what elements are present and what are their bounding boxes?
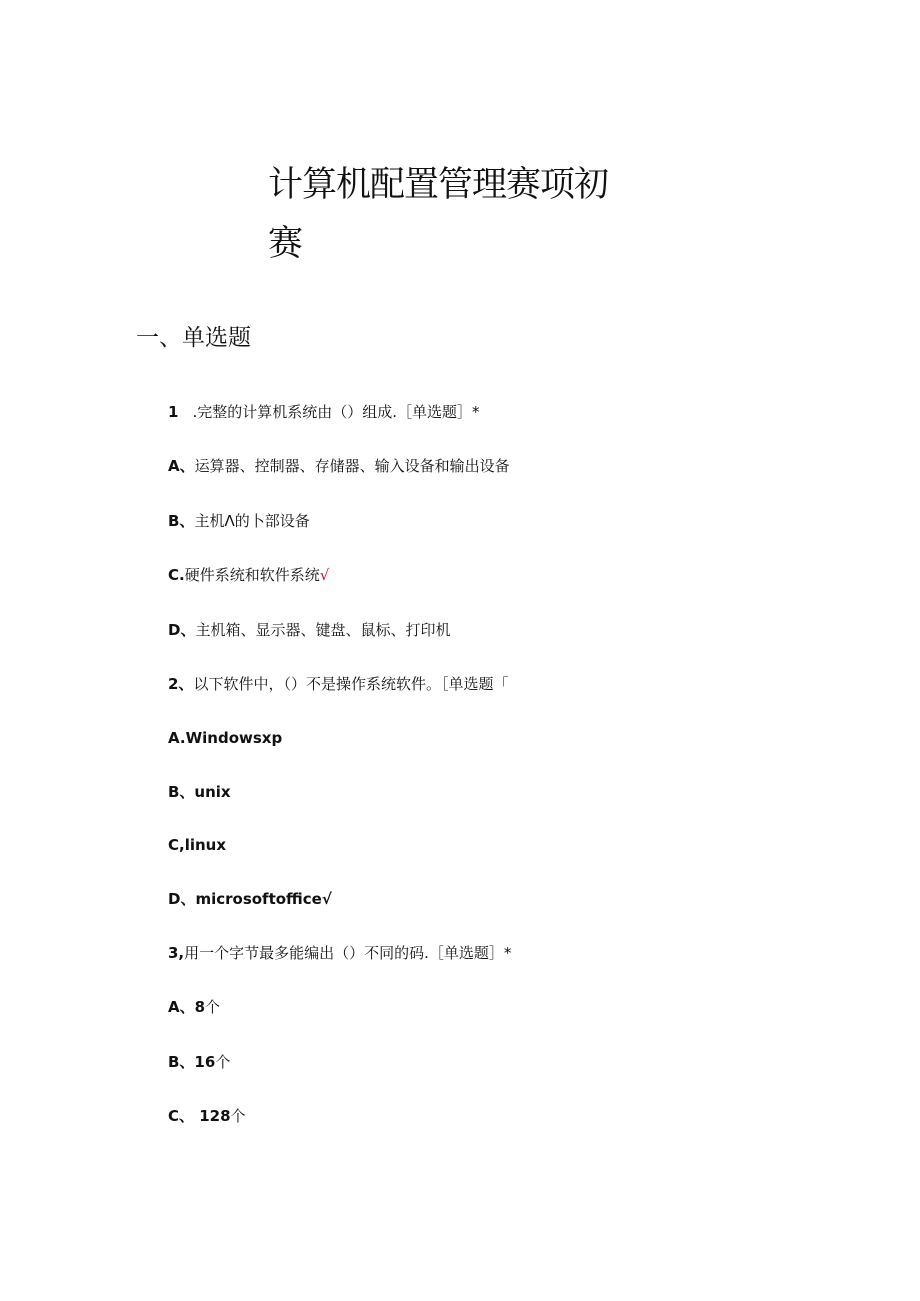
option-letter: A、8 xyxy=(168,998,206,1016)
question-1-option-d xyxy=(168,620,450,640)
question-number: 2、 xyxy=(168,675,194,693)
option-letter: B、 xyxy=(168,512,195,530)
section-heading: 一、单选题 xyxy=(136,325,251,351)
question-2 xyxy=(168,674,508,694)
option-letter: C、 128 xyxy=(168,1107,231,1125)
option-letter: D、 xyxy=(168,621,196,639)
question-1-option-b xyxy=(168,511,310,531)
question-3 xyxy=(168,943,511,963)
option-letter: B、16 xyxy=(168,1053,216,1071)
option-text: 硬件系统和软件系统 xyxy=(184,566,320,584)
question-2-option-d: D、microsoftoffice√ xyxy=(168,890,332,908)
question-1-option-c xyxy=(168,565,329,585)
question-3-option-a xyxy=(168,997,220,1017)
question-2-option-b: B、unix xyxy=(168,783,231,801)
question-1-option-a xyxy=(168,456,510,476)
option-text: 运算器、控制器、存储器、输入设备和输出设备 xyxy=(194,457,510,475)
document-title-line-2: 赛 xyxy=(268,224,303,264)
option-text: 主机箱、显示器、键盘、鼠标、打印机 xyxy=(195,621,451,639)
option-text: 主机Λ的卜部设备 xyxy=(194,512,310,530)
question-3-option-c xyxy=(168,1106,246,1126)
option-text: 个 xyxy=(205,998,221,1016)
option-text: 个 xyxy=(215,1053,231,1071)
question-2-option-c: C,linux xyxy=(168,836,227,854)
question-2-option-a: A.Windowsxp xyxy=(168,729,283,747)
correct-answer-mark: √ xyxy=(319,566,330,584)
document-title-line-1: 计算机配置管理赛项初 xyxy=(268,165,609,205)
question-text: 用一个字节最多能编出（）不同的码.［单选题］* xyxy=(184,944,512,962)
question-text: .完整的计算机系统由（）组成.［单选题］* xyxy=(192,403,480,421)
question-1 xyxy=(168,402,479,422)
question-3-option-b xyxy=(168,1052,230,1072)
option-text: 个 xyxy=(230,1107,246,1125)
option-letter: C. xyxy=(168,566,185,584)
question-number: 1 xyxy=(168,403,179,421)
question-text: 以下软件中，（）不是操作系统软件。［单选题「 xyxy=(193,675,509,693)
option-letter: A、 xyxy=(168,457,195,475)
question-number: 3, xyxy=(168,944,185,962)
